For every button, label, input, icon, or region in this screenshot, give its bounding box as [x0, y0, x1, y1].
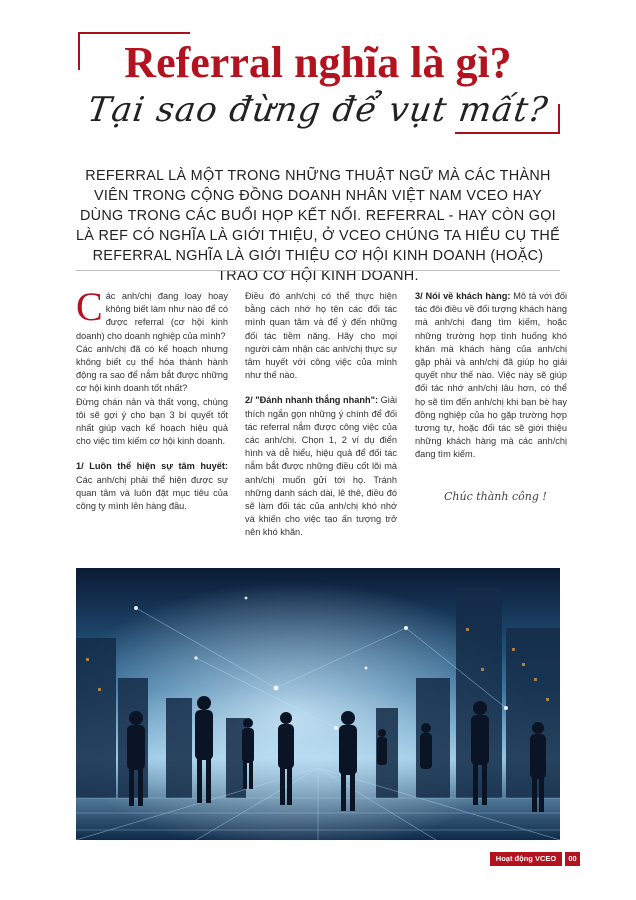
tip-1-heading: 1/ Luôn thể hiện sự tâm huyết:	[76, 461, 228, 472]
tip-2-paragraph	[245, 394, 397, 539]
tip-1-text: Các anh/chị phải thể hiện được sự quan tâm và luôn đặt mục tiêu của công ty mình lên hàng đầu.	[76, 474, 228, 512]
business-people-city-photo	[76, 568, 560, 840]
tip-3-text: Mô tả với đối tác đôi điều về đối tượng khách hàng mà anh/chị đang tìm kiếm, hoặc những trường hợp tình huống khó khăn mà khách hàng của anh/chị gặp phải và anh/chị đã giúp họ giải quyết như thế nào. Việc này sẽ giúp đối tác nhớ anh/chị lâu hơn, có thể họ sẽ tìm đến anh/chị khi bạn bè hay đồng nghiệp của họ gặp trường hợp tương tự, hoặc đối tác sẽ giới thiệu những khách hàng mà các anh/chị đang tìm kiếm.	[415, 291, 568, 460]
paragraph-text: ác anh/chị đang loay hoay không biết làm như nào để có được referral (cơ hội kinh doanh) cho doanh nghiệp của mình?	[76, 291, 228, 341]
plan-paragraph: Các anh/chị đã có kế hoạch nhưng không biết cụ thể hóa thành hành động ra sao để nắm bắt được những cơ hội kinh doanh tốt nhất?	[76, 343, 228, 394]
intro-paragraph: REFERRAL LÀ MỘT TRONG NHỮNG THUẬT NGỮ MÀ CÁC THÀNH VIÊN TRONG CỘNG ĐỒNG DOANH NHÂN VIỆT NAM VCEO HAY DÙNG TRONG CÁC BUỔI HỌP KẾT NỐI. REFERRAL - HAY CÒN GỌI LÀ REF CÓ NGHĨA LÀ GIỚI THIỆU, Ở VCEO CHÚNG TA HIỂU CỤ THỂ REFERRAL NGHĨA LÀ GIỚI THIỆU CƠ HỘI KINH DOANH (HOẶC) TRAO CƠ HỘI KINH DOANH.	[76, 168, 561, 284]
section-divider	[76, 270, 560, 271]
footer-page-number: 00	[565, 852, 580, 866]
tip-2-text: Giải thích ngắn gọn những ý chính để đối tác referral nắm được công việc của các anh/chị. Chọn 1, 2 ví dụ điển hình và dễ hiểu, hiệu quả để đối tác nắm bắt được những điều cốt lõi mà anh/chị muốn gửi tới họ. Tránh những danh sách dài, lê thê, điều đó sẽ làm đối tác của anh/chị khó nhớ và khiến cho việc tạo ấn tượng trở nên khó khăn.	[245, 395, 397, 538]
article-column-1	[76, 284, 228, 513]
tips-intro-paragraph: Đừng chán nản và thất vọng, chúng tôi sẽ gợi ý cho bạn 3 bí quyết tốt nhất giúp vạch kế hoạch hiệu quả cho việc tìm kiếm cơ hội kinh doanh.	[76, 396, 228, 447]
intro-question-paragraph	[76, 284, 228, 343]
page-title: Referral nghĩa là gì?	[124, 38, 512, 87]
tip-1-continued-paragraph: Điều đó anh/chị có thể thực hiện bằng cách nhớ họ tên các đối tác mình quan tâm và để ý đến những đối tác tiềm năng. Hãy cho mọi người cảm nhận các anh/chị thực sự tâm huyết với công việc của mình như thế nào.	[245, 291, 397, 381]
dropcap: C	[76, 284, 103, 329]
tip-3-heading: 3/ Nói về khách hàng:	[415, 291, 511, 301]
tip-2-heading: 2/ "Đánh nhanh thắng nhanh":	[245, 395, 379, 406]
page-subtitle: Tại sao đừng để vụt mất?	[85, 90, 551, 130]
article-column-2	[245, 290, 397, 540]
signoff: Chúc thành công !	[444, 490, 547, 503]
footer-section-label: Hoạt động VCEO	[490, 852, 562, 866]
tip-1-paragraph	[76, 460, 228, 513]
tip-3-paragraph	[415, 290, 567, 462]
article-column-3	[415, 290, 567, 462]
